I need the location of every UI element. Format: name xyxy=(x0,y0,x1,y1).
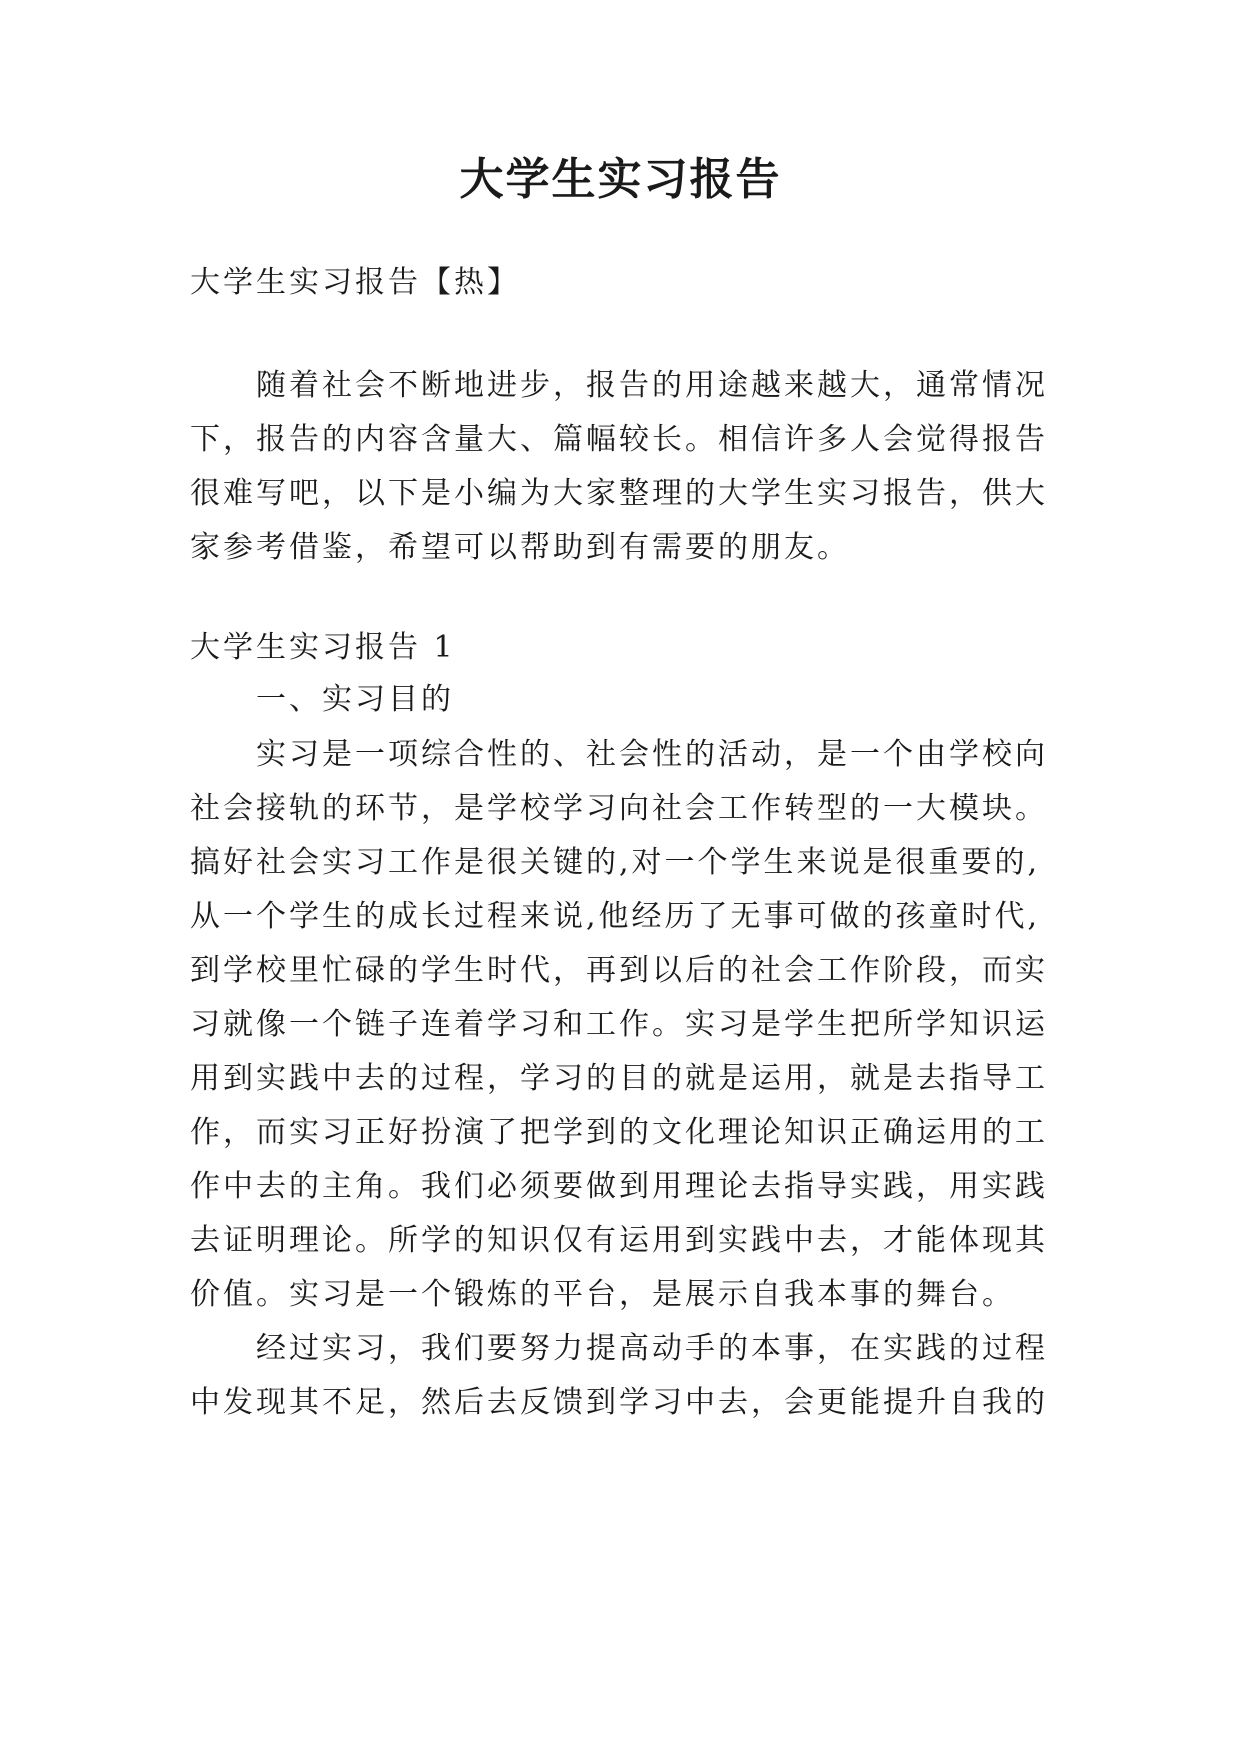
body-line: 去证明理论。所学的知识仅有运用到实践中去，才能体现其 xyxy=(190,1223,1048,1258)
body-line: 作中去的主角。我们必须要做到用理论去指导实践，用实践 xyxy=(190,1169,1048,1204)
section-heading: 大学生实习报告 1 xyxy=(190,630,456,665)
body-line: 习就像一个链子连着学习和工作。实习是学生把所学知识运 xyxy=(190,1007,1048,1042)
subsection-heading: 一、实习目的 xyxy=(256,682,454,717)
intro-line: 下，报告的内容含量大、篇幅较长。相信许多人会觉得报告 xyxy=(190,422,1048,457)
document-subtitle: 大学生实习报告【热】 xyxy=(190,265,520,300)
document-title: 大学生实习报告 xyxy=(459,154,782,205)
body-line: 社会接轨的环节，是学校学习向社会工作转型的一大模块。 xyxy=(190,791,1048,826)
body-line: 从一个学生的成长过程来说,他经历了无事可做的孩童时代, xyxy=(190,899,1041,934)
intro-line: 随着社会不断地进步，报告的用途越来越大，通常情况 xyxy=(256,368,1048,403)
body-line: 中发现其不足，然后去反馈到学习中去，会更能提升自我的 xyxy=(190,1385,1048,1420)
body-line: 到学校里忙碌的学生时代，再到以后的社会工作阶段，而实 xyxy=(190,953,1048,988)
body-line: 搞好社会实习工作是很关键的,对一个学生来说是很重要的, xyxy=(190,845,1041,880)
intro-line: 很难写吧，以下是小编为大家整理的大学生实习报告，供大 xyxy=(190,476,1048,511)
body-line: 作，而实习正好扮演了把学到的文化理论知识正确运用的工 xyxy=(190,1115,1048,1150)
body-line: 用到实践中去的过程，学习的目的就是运用，就是去指导工 xyxy=(190,1061,1048,1096)
body-line: 经过实习，我们要努力提高动手的本事，在实践的过程 xyxy=(256,1331,1048,1366)
body-line: 实习是一项综合性的、社会性的活动，是一个由学校向 xyxy=(256,737,1048,772)
intro-line: 家参考借鉴，希望可以帮助到有需要的朋友。 xyxy=(190,530,850,565)
body-line: 价值。实习是一个锻炼的平台，是展示自我本事的舞台。 xyxy=(190,1277,1015,1312)
